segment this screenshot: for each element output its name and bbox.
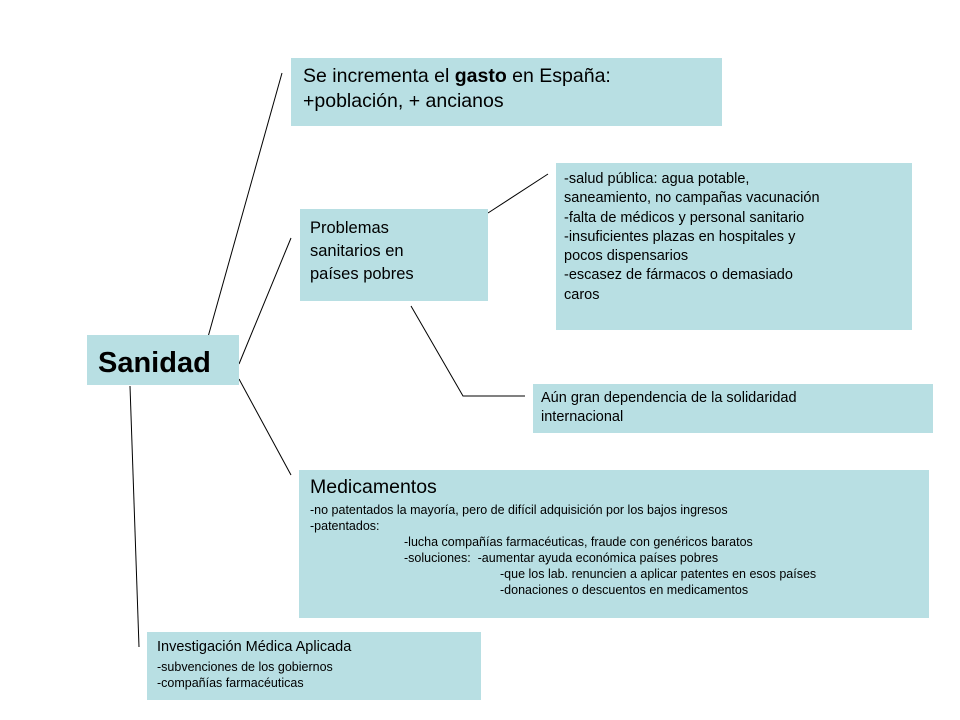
connector-problemas-aun (411, 306, 525, 396)
gasto-line-2: +población, + ancianos (303, 90, 504, 113)
salud-line: -falta de médicos y personal sanitario (564, 209, 805, 226)
medicamentos-line: -soluciones: -aumentar ayuda económica países pobres (404, 550, 719, 565)
node-gasto-espana (291, 58, 722, 126)
connector-root-medicamentos (239, 379, 291, 475)
node-problemas-sanitarios (300, 209, 488, 301)
problemas-line: países pobres (310, 265, 414, 284)
salud-line: caros (564, 286, 600, 303)
problemas-line: sanitarios en (310, 242, 404, 261)
salud-line: -insuficientes plazas en hospitales y (564, 228, 796, 245)
gasto-line-1-post: en España: (506, 65, 611, 87)
salud-line: -salud pública: agua potable, (564, 171, 750, 187)
salud-line: -escasez de fármacos o demasiado (564, 267, 793, 284)
connector-problemas-salud (488, 174, 548, 213)
medicamentos-line: -lucha compañías farmacéuticas, fraude con genéricos baratos (404, 535, 753, 550)
node-salud-publica (556, 163, 912, 330)
gasto-line-1-pre: Se incrementa el (303, 65, 455, 87)
node-dependencia-solidaridad (533, 384, 933, 433)
node-medicamentos (299, 470, 929, 618)
connector-root-gasto (208, 73, 282, 337)
medicamentos-line: -patentados: (310, 519, 380, 534)
investigacion-line: -compañías farmacéuticas (157, 676, 304, 691)
salud-line: saneamiento, no campañas vacunación (564, 190, 820, 207)
node-sanidad-label: Sanidad (98, 347, 211, 379)
node-investigacion-medica (147, 632, 481, 700)
problemas-line: Problemas (310, 219, 389, 237)
gasto-line-1-bold: gasto (454, 65, 507, 87)
investigacion-line: -subvenciones de los gobiernos (157, 659, 333, 674)
connector-root-problemas (239, 238, 291, 364)
aun-line: Aún gran dependencia de la solidaridad (541, 390, 797, 406)
medicamentos-title: Medicamentos (310, 476, 437, 498)
gasto-line-1 (303, 64, 722, 89)
node-sanidad (87, 335, 239, 385)
investigacion-title: Investigación Médica Aplicada (157, 639, 352, 655)
medicamentos-line: -donaciones o descuentos en medicamentos (500, 582, 749, 597)
medicamentos-line: -no patentados la mayoría, pero de difícil adquisición por los bajos ingresos (310, 503, 728, 518)
salud-line: pocos dispensarios (564, 248, 689, 265)
aun-line: internacional (541, 408, 624, 425)
medicamentos-line: -que los lab. renuncien a aplicar patentes en esos países (500, 566, 817, 581)
connector-root-investigacion (130, 386, 139, 647)
